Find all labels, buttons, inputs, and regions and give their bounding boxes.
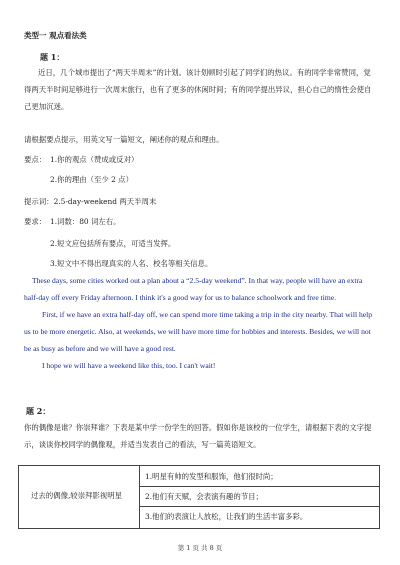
point-1: 1.你的观点（赞成或反对）: [50, 155, 139, 164]
category-heading: 类型一 观点看法类: [24, 31, 87, 40]
survey-table: [18, 465, 380, 529]
table-row: 2.他们有天赋，会表演有趣的节目；: [145, 492, 263, 501]
essay-paragraph-1: These days, some cities worked out a plan about a “2.5-day weekend”. In that way, people will have an extra half-day off every Friday afternoon. I think it's a good way for us to balance schoolwork and free time.: [24, 276, 363, 302]
question-2-background: 你的偶像是谁？你崇拜谁？下表是某中学一份学生的回答。假如你是该校的一位学生，请根据下表的文字提示，谈谈你校同学的偶像观，并适当发表自己的看法，写一篇英语短文。: [24, 423, 372, 449]
points-label: 要点：: [24, 155, 47, 164]
table-row-line: [139, 506, 379, 507]
table-row: 1.明星有帅的发型和服饰，他们很时尚；: [145, 472, 278, 481]
table-left-cell: 过去的偶像,较崇拜影视明星: [31, 491, 123, 500]
essay-paragraph-2: First, if we have an extra half-day off, we can spend more time taking a trip in the city nearby. That will help us to be more energetic. Also, at weekends, we will have more time for hobbies and interests. Besides, we will not be as busy as before and we will have a good rest.: [24, 310, 373, 353]
requirement-2: 2.短文应包括所有要点，可适当发挥。: [50, 239, 176, 248]
table-divider: [139, 466, 140, 528]
question-1-label: 题 1：: [40, 52, 65, 62]
requirement-1: 1.词数：80 词左右。: [50, 217, 121, 226]
requirements-label: 要求：: [24, 217, 47, 226]
essay-paragraph-3: I hope we will have a weekend like this, too. I can't wait!: [42, 361, 216, 370]
table-row-line: [139, 486, 379, 487]
point-2: 2.你的理由（至少 2 点）: [50, 175, 133, 184]
question-2-label: 题 2：: [26, 406, 51, 416]
requirement-3: 3.短文中不得出现真实的人名、校名等相关信息。: [50, 259, 213, 268]
hint-words: 提示词：2.5-day-weekend 两天半周末: [24, 197, 157, 206]
page-footer: 第 1 页 共 8 页: [177, 544, 223, 552]
question-1-instruction: 请根据要点提示，用英文写一篇短文，阐述你的观点和理由。: [24, 135, 224, 144]
table-row: 3.他们的表演让人放松，让我们的生活丰富多彩。: [145, 512, 308, 521]
question-1-background: 近日，几个城市提出了“两天半周末”的计划。该计划顿时引起了同学们的热议。有的同学非常赞同，觉得两天半时间足够进行一次周末旅行，也有了更多的休闲时间；有的同学提出异议，担心自己的惰性会使自己更加沉迷。: [24, 68, 372, 111]
